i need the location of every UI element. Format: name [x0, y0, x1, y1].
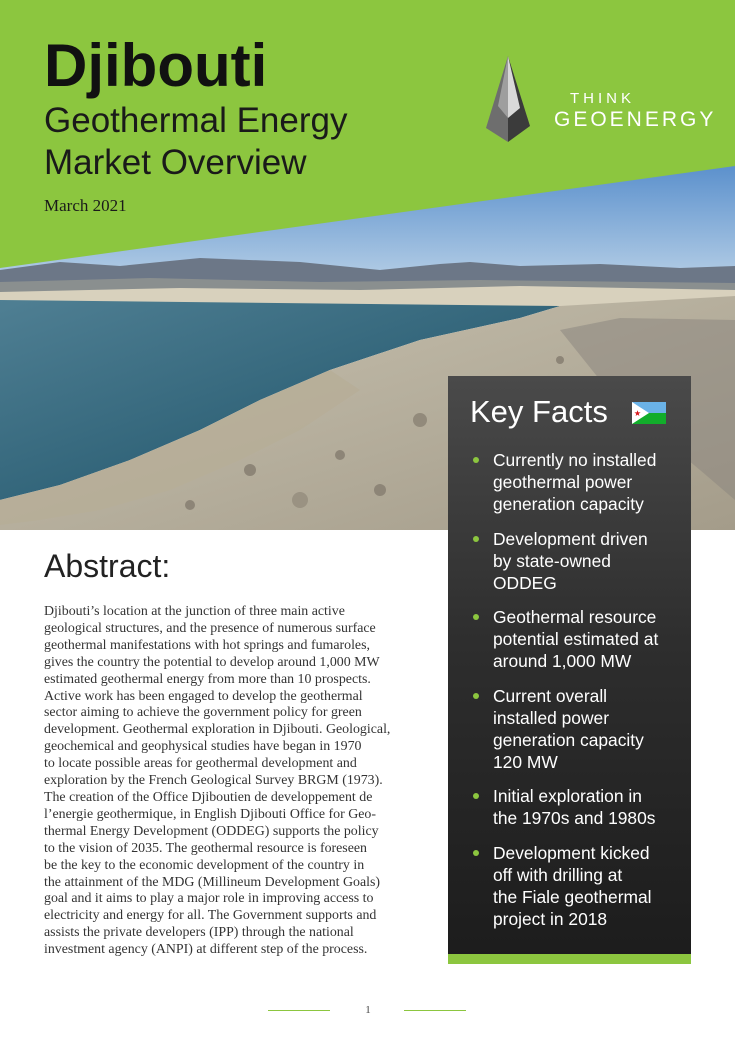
- key-fact-item: [468, 842, 683, 930]
- bullet-icon: [473, 614, 479, 620]
- abstract-line: Djibouti’s location at the junction of three main active: [44, 604, 345, 619]
- key-fact-text: Geothermal resource: [493, 607, 657, 627]
- title-block: [44, 32, 347, 216]
- key-facts-list: [468, 449, 683, 942]
- abstract-line: be the key to the economic development of the country in: [44, 857, 365, 873]
- key-fact-item: [468, 606, 683, 672]
- bullet-icon: [473, 693, 479, 699]
- key-fact-text: by state-owned: [493, 550, 611, 571]
- abstract-line: exploration by the French Geological Survey BRGM (1973).: [44, 773, 383, 789]
- bullet-icon: [473, 793, 479, 799]
- key-fact-text: generation capacity: [493, 729, 644, 750]
- key-fact-text: around 1,000 MW: [493, 651, 632, 671]
- key-fact-text: Currently no installed: [493, 450, 657, 470]
- footer-rule-left: [268, 1010, 330, 1011]
- key-fact-text: installed power: [493, 707, 610, 728]
- logo-think-text: THINK: [570, 90, 635, 107]
- page-title: Djibouti: [44, 32, 268, 99]
- publication-date: March 2021: [44, 196, 127, 215]
- abstract-line: geothermal manifestations with hot springs and fumaroles,: [44, 637, 370, 653]
- abstract-line: geochemical and geophysical studies have began in 1970: [44, 739, 362, 755]
- key-fact-item: [468, 528, 683, 594]
- key-fact-item: [468, 685, 683, 773]
- key-facts-panel: [448, 376, 691, 964]
- abstract-line: to the vision of 2035. The geothermal resource is foreseen: [44, 840, 367, 856]
- abstract-line: estimated geothermal energy from more than 10 prospects.: [44, 671, 371, 687]
- key-fact-item: [468, 449, 683, 515]
- key-fact-text: generation capacity: [493, 494, 644, 514]
- key-fact-text: Development driven: [493, 528, 648, 549]
- abstract-line: investment agency (ANPI) at different step of the process.: [44, 942, 368, 958]
- key-fact-text: potential estimated at: [493, 629, 659, 649]
- abstract-line: thermal Energy Development (ODDEG) supports the policy: [44, 823, 379, 839]
- key-fact-text: project in 2018: [493, 908, 608, 929]
- abstract-heading: Abstract:: [44, 548, 171, 584]
- abstract-line: assists the private developers (IPP) through the national: [44, 925, 354, 941]
- key-facts-accent-bar: [448, 954, 691, 964]
- key-fact-text: Initial exploration in: [493, 786, 642, 806]
- key-fact-text: off with drilling at: [493, 864, 623, 885]
- abstract-line: geological structures, and the presence of numerous surface: [44, 620, 376, 636]
- think-geoenergy-logo: [486, 56, 717, 142]
- key-fact-item: [468, 785, 683, 829]
- abstract-line: l’energie geothermique, in English Djibouti Office for Geo-: [44, 806, 376, 822]
- key-fact-text: the Fiale geothermal: [493, 886, 652, 907]
- key-fact-text: 120 MW: [493, 751, 558, 772]
- key-fact-text: Current overall: [493, 685, 608, 706]
- key-facts-title: Key Facts: [470, 394, 608, 429]
- subtitle-line-1: Geothermal Energy: [44, 101, 348, 140]
- logo-geoenergy-text: GEOENERGY: [554, 108, 717, 131]
- bullet-icon: [473, 536, 479, 542]
- logo-wordmark: [554, 90, 716, 132]
- abstract-line: to locate possible areas for geothermal development and: [44, 756, 357, 772]
- key-fact-text: geothermal power: [493, 472, 633, 492]
- bullet-icon: [473, 850, 479, 856]
- djibouti-flag-icon: [632, 402, 666, 424]
- key-fact-text: the 1970s and 1980s: [493, 808, 656, 828]
- subtitle-line-2: Market Overview: [44, 143, 307, 182]
- abstract-line: The creation of the Office Djiboutien de developpement de: [44, 789, 373, 805]
- footer-rule-right: [404, 1010, 466, 1011]
- abstract-line: Active work has been engaged to develop the geothermal: [44, 688, 363, 704]
- abstract-line: development. Geothermal exploration in Djibouti. Geological,: [44, 722, 391, 738]
- key-fact-text: Development kicked: [493, 842, 650, 863]
- abstract-text: [44, 604, 424, 959]
- geoenergy-logo-icon: [486, 56, 538, 142]
- abstract-line: sector aiming to achieve the government policy for green: [44, 705, 362, 721]
- page-number: 1: [365, 1004, 371, 1016]
- abstract-line: electricity and energy for all. The Government supports and: [44, 908, 377, 924]
- bullet-icon: [473, 457, 479, 463]
- abstract-line: goal and it aims to play a major role in improving access to: [44, 891, 374, 907]
- abstract-line: gives the country the potential to develop around 1,000 MW: [44, 654, 380, 670]
- key-fact-text: ODDEG: [493, 572, 557, 593]
- abstract-line: the attainment of the MDG (Millineum Development Goals): [44, 874, 381, 890]
